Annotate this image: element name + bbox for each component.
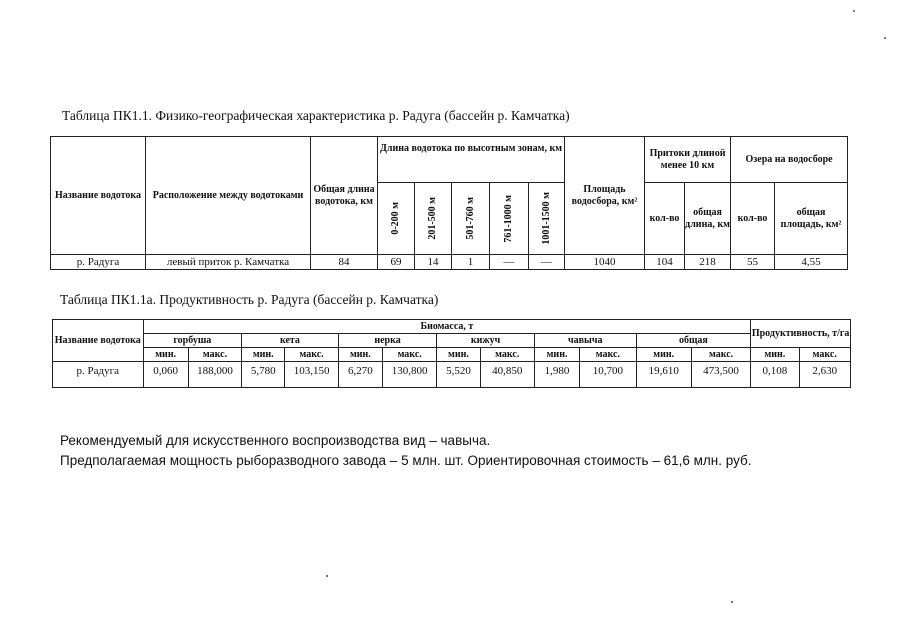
cell-value: 40,850 [480, 362, 534, 388]
header-basin-area: Площадь водосбора, км² [565, 137, 645, 255]
header-biomass: Биомасса, т [143, 320, 751, 334]
cell-name: р. Радуга [53, 362, 144, 388]
header-min: мин. [751, 348, 799, 362]
header-max: макс. [285, 348, 338, 362]
header-lakes: Озера на водосборе [731, 137, 848, 183]
header-zone-2: 201-500 м [415, 183, 452, 255]
cell-value: 5,520 [437, 362, 480, 388]
header-max: макс. [799, 348, 850, 362]
scan-speck [884, 37, 886, 39]
header-zone-1: 0-200 м [378, 183, 415, 255]
cell-value: 0,060 [143, 362, 188, 388]
cell-total-length: 84 [311, 255, 378, 270]
cell-value: 19,610 [636, 362, 691, 388]
table1-caption: Таблица ПК1.1. Физико-географическая характеристика р. Радуга (бассейн р. Камчатка) [62, 108, 570, 123]
cell-lakes-area: 4,55 [775, 255, 848, 270]
header-productivity: Продуктивность, т/га [751, 320, 851, 348]
cell-name: р. Радуга [51, 255, 146, 270]
header-min: мин. [636, 348, 691, 362]
header-lakes-area: общая площадь, км² [775, 183, 848, 255]
header-species-gorbusha: горбуша [143, 334, 242, 348]
header-trib-length: общая длина, км [685, 183, 731, 255]
cell-lakes-count: 55 [731, 255, 775, 270]
header-zone-3: 501-760 м [452, 183, 490, 255]
cell-location: левый приток р. Камчатка [146, 255, 311, 270]
header-max: макс. [580, 348, 636, 362]
table-row [53, 362, 851, 388]
header-species-total: общая [636, 334, 751, 348]
cell-trib-length: 218 [685, 255, 731, 270]
header-zone-5: 1001-1500 м [529, 183, 565, 255]
scan-speck [731, 601, 733, 603]
cell-value: 1,980 [534, 362, 579, 388]
cell-zone-3: 1 [452, 255, 490, 270]
header-min: мин. [242, 348, 285, 362]
header-max: макс. [383, 348, 437, 362]
header-species-nerka: нерка [338, 334, 437, 348]
cell-value: 5,780 [242, 362, 285, 388]
cell-zone-4: — [490, 255, 529, 270]
cell-value: 103,150 [285, 362, 338, 388]
header-max: макс. [188, 348, 241, 362]
cell-zone-5: — [529, 255, 565, 270]
header-tributaries: Притоки длиной менее 10 км [645, 137, 731, 183]
recommendation-text: Рекомендуемый для искусственного воспроизводства вид – чавыча. [60, 433, 491, 448]
cell-basin-area: 1040 [565, 255, 645, 270]
cell-productivity-max: 2,630 [799, 362, 850, 388]
header-name: Название водотока [53, 320, 144, 362]
table2-caption: Таблица ПК1.1а. Продуктивность р. Радуга (бассейн р. Камчатка) [60, 292, 439, 307]
header-location: Расположение между водотоками [146, 137, 311, 255]
capacity-text: Предполагаемая мощность рыборазводного завода – 5 млн. шт. Ориентировочная стоимость – 61,6 млн. руб. [60, 453, 752, 468]
cell-productivity-min: 0,108 [751, 362, 799, 388]
cell-value: 130,800 [383, 362, 437, 388]
header-lakes-count: кол-во [731, 183, 775, 255]
table-row [51, 255, 848, 270]
cell-value: 188,000 [188, 362, 241, 388]
header-length-by-altitude: Длина водотока по высотным зонам, км [378, 137, 565, 183]
header-total-length: Общая длина водотока, км [311, 137, 378, 255]
header-zone-4: 761-1000 м [490, 183, 529, 255]
header-min: мин. [534, 348, 579, 362]
cell-zone-1: 69 [378, 255, 415, 270]
header-max: макс. [480, 348, 534, 362]
cell-value: 473,500 [691, 362, 750, 388]
cell-value: 6,270 [338, 362, 382, 388]
cell-trib-count: 104 [645, 255, 685, 270]
header-trib-count: кол-во [645, 183, 685, 255]
scan-speck [326, 575, 328, 577]
productivity-table [52, 319, 851, 388]
header-min: мин. [437, 348, 480, 362]
header-min: мин. [338, 348, 382, 362]
header-max: макс. [691, 348, 750, 362]
physiographic-table [50, 136, 848, 270]
cell-zone-2: 14 [415, 255, 452, 270]
scan-speck [853, 10, 855, 12]
header-species-keta: кета [242, 334, 339, 348]
header-min: мин. [143, 348, 188, 362]
header-species-chavycha: чавыча [534, 334, 636, 348]
header-name: Название водотока [51, 137, 146, 255]
cell-value: 10,700 [580, 362, 636, 388]
header-species-kizhuch: кижуч [437, 334, 535, 348]
